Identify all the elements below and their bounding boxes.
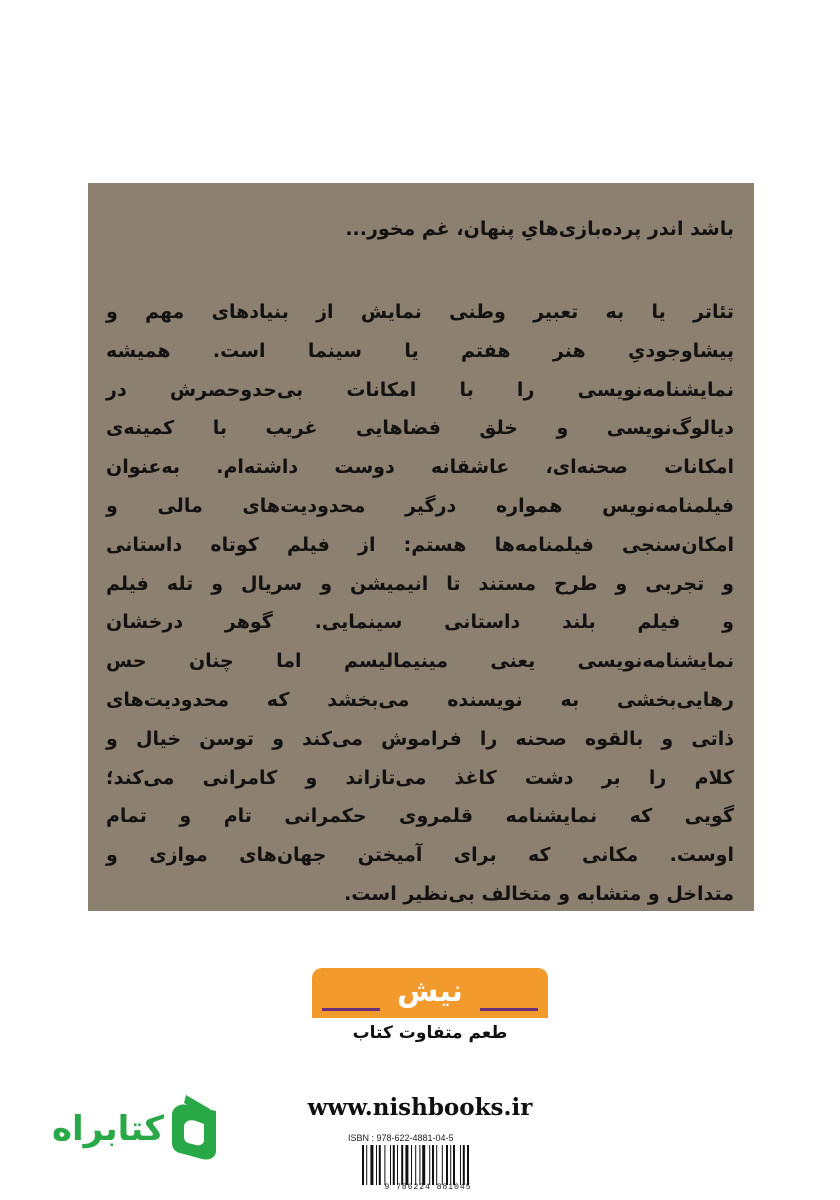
barcode-bar	[390, 1145, 391, 1185]
blurb-line: نمایشنامه‌نویسی یعنی مینیمالیسم اما چنان حس	[106, 650, 734, 673]
blurb-line: پیشاوجودیِ هنر هفتم یا سینما است. همیشه	[106, 339, 734, 362]
blurb-line: نمایشنامه‌نویسی را با امکانات بی‌حدوحصرش در	[106, 378, 734, 401]
blurb-text-block	[106, 205, 734, 914]
blurb-line: امکانات صحنه‌ای، عاشقانه دوست داشته‌ام. به‌عنوان	[106, 456, 734, 479]
intro-line: باشد اندر پرده‌بازی‌هایِ پنهان، غم مخور...	[345, 218, 734, 240]
barcode-bar	[401, 1145, 403, 1185]
barcode-bar	[460, 1145, 461, 1185]
blurb-line: ذاتی و بالقوه صحنه را فراموش می‌کند و توسن خیال و	[106, 727, 734, 750]
barcode-bar	[362, 1145, 364, 1185]
blurb-line: امکان‌سنجی فیلمنامه‌ها هستم: از فیلم کوتاه داستانی	[106, 533, 734, 556]
barcode-bar	[379, 1145, 381, 1185]
barcode-bar	[429, 1145, 430, 1185]
barcode-bar	[446, 1145, 448, 1185]
barcode-bar	[397, 1145, 398, 1185]
blurb-body	[106, 293, 734, 914]
barcode-bar	[450, 1145, 451, 1185]
blurb-line: کلام را بر دشت کاغذ می‌تازاند و کامرانی می‌کند؛	[106, 766, 734, 789]
barcode-graphic	[360, 1145, 504, 1185]
barcode-bar	[422, 1145, 425, 1185]
barcode-bar	[419, 1145, 420, 1185]
barcode-bar	[411, 1145, 412, 1185]
logo-wordmark: نیش	[397, 974, 463, 1009]
ketabrah-name: کتابراه	[51, 1109, 164, 1149]
barcode-bar	[432, 1145, 434, 1185]
barcode-digits: 9 786224 881045	[384, 1183, 472, 1192]
barcode-bar	[405, 1145, 408, 1185]
ketabrah-badge	[44, 1093, 214, 1163]
barcode-bar	[366, 1145, 367, 1185]
isbn-label: ISBN : 978-622-4881-04-5	[348, 1133, 454, 1143]
barcode-bar	[415, 1145, 416, 1185]
blurb-line: گویی که نمایشنامه قلمروی حکمرانی تام و تمام	[106, 805, 734, 828]
book-leaf-icon	[166, 1093, 222, 1163]
blurb-line: و تجربی و طرح مستند تا انیمیشن و سریال و تله فیلم	[106, 572, 734, 595]
publisher-logo	[312, 968, 548, 1048]
barcode-bar	[376, 1145, 377, 1185]
blurb-line: اوست. مکانی که برای آمیختن جهان‌های موازی و	[106, 844, 734, 867]
blurb-line: رهایی‌بخشی به نویسنده می‌بخشد که محدودیت‌های	[106, 688, 734, 711]
barcode-bar	[463, 1145, 465, 1185]
barcode-bar	[384, 1145, 385, 1185]
barcode-bar	[442, 1145, 443, 1185]
logo-tagline: طعم متفاوت کتاب	[352, 1023, 508, 1043]
blurb-line: و فیلم بلند داستانی سینمایی. گوهر درخشان	[106, 611, 734, 634]
blurb-line: متداخل و متشابه و متخالف بی‌نظیر است.	[344, 882, 734, 905]
blurb-line: دیالوگ‌نویسی و خلق فضاهایی غریب با کمینه‌ی	[106, 417, 734, 440]
barcode-bar	[370, 1145, 373, 1185]
blurb-line: فیلمنامه‌نویس همواره درگیر محدودیت‌های مالی و	[106, 494, 734, 517]
publisher-website: www.nishbooks.ir	[307, 1094, 533, 1121]
barcode-bar	[393, 1145, 395, 1185]
barcode-bar	[467, 1145, 469, 1185]
barcode-bar	[436, 1145, 437, 1185]
barcode-bar	[453, 1145, 455, 1185]
blurb-line: تئاتر یا به تعبیر وطنی نمایش از بنیادهای مهم و	[106, 301, 734, 323]
